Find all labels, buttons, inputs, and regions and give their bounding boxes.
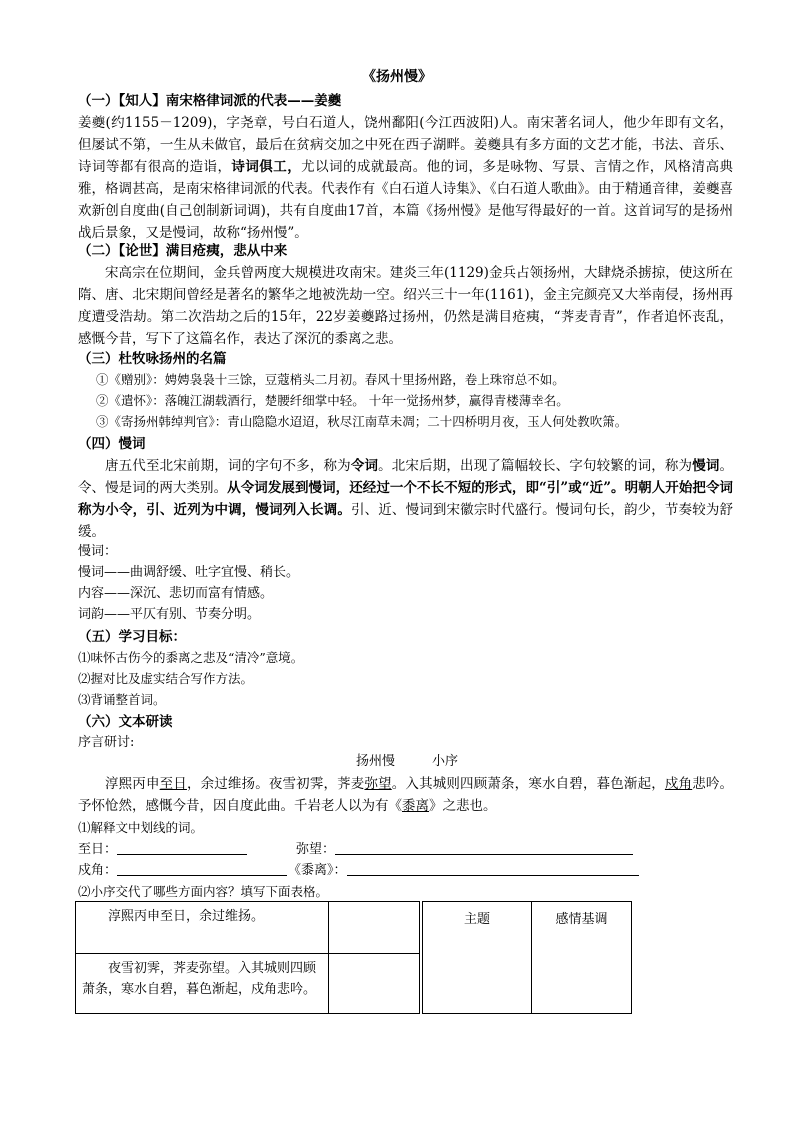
label-shujiao: 戍角： [78,863,118,878]
manci-line-3: 词韵——平仄有别、节奏分明。 [78,607,261,622]
preface-c: 。入其城则四顾萧条，寒水自碧，暮色渐起， [391,776,665,792]
s4-text-d: 引、近、慢词到宋徽宗时代盛行。慢词句长，韵少，节奏较为舒缓。 [78,502,734,540]
fill-row-1 [78,840,247,860]
preface-text [78,773,733,817]
underlined-word-miwang: 弥望 [364,776,392,792]
goal-2: ⑵握对比及虚实结合写作方法。 [78,671,254,686]
underlined-word-zhiri: 至日 [159,776,187,792]
poem-1: ①《赠别》：娉娉袅袅十三馀，豆蔻梢头二月初。春风十里扬州路，卷上珠帘总不如。 [96,372,565,387]
section-4-text [78,455,733,543]
poem-2: ②《遣怀》：落魄江湖载酒行，楚腰纤细掌中轻。 十年一觉扬州梦，赢得青楼薄幸名。 [96,393,569,408]
preface-subheading: 序言研讨: [78,735,135,750]
emotion-label: 感情基调 [555,912,608,927]
section-6-heading: （六）文本研读 [78,714,173,730]
preface-e: 》之悲也。 [429,798,497,814]
label-zhiri: 至日： [78,842,118,857]
underlined-word-shujiao: 戍角 [664,776,693,792]
question-1: ⑴解释文中划线的词。 [78,820,204,835]
preface-title: 扬州慢 [356,754,396,769]
theme-header[interactable] [423,902,532,1014]
theme-label: 主题 [463,912,490,927]
blank-shujiao[interactable] [117,861,287,876]
poem-3: ③《寄扬州韩绰判官》：青山隐隐水迢迢，秋尽江南草未凋；二十四桥明月夜，玉人何处教吹箫。 [96,414,628,429]
s4-keyword-2: 慢词 [692,458,720,474]
s4-keyword-1: 令词 [350,458,379,474]
blank-miwang[interactable] [335,840,633,855]
section-1-heading: （一）【知人】南宋格律词派的代表——姜夔 [78,93,342,109]
section-2-heading: （二）【论世】满目疮痍，悲从中来 [78,243,288,259]
table-left-row-1: 淳熙丙申至日，余过维扬。 [76,902,329,954]
question-2: ⑵小序交代了哪些方面内容？填写下面表格。 [78,884,329,899]
s1-text-b: 尤以词的成就最高。他的词，多是咏物、写景、言情之作，风格清高典雅，格调甚高，是南宋格律词派的代表。代表作有《白石道人诗集》、《白石道人歌曲》。由于精通音律，姜夔喜欢新创自度曲(自己创制新词调)，共有自度曲17首，本篇《扬州慢》是他写得最好的一首。这首词写的是扬州战后景象，又是慢词，故称“扬州慢”。 [78,159,734,241]
preface-a: 淳熙丙申 [105,776,160,792]
answer-table-left [75,901,420,1014]
manci-line-1: 慢词——曲调舒缓、吐字宜慢、稍长。 [78,565,300,580]
section-3-heading: （三）杜牧咏扬州的名篇 [78,351,227,367]
s4-text-bold: 从令词发展到慢词，还经过一个不长不短的形式，即“引”或“近”。明朝人开始把令词称为小令，引、近列为中调，慢词列入长调。 [78,480,734,518]
preface-subtitle: 小序 [432,754,459,769]
s4-text-c: 。令、慢是词的两大类别。 [78,458,734,496]
manci-label: 慢词： [78,544,118,559]
underlined-word-shuli: 黍离 [402,798,429,814]
page-title: 《扬州慢》 [362,69,432,85]
s1-text-bold: 诗词俱工， [231,159,302,175]
goal-3: ⑶背诵整首词。 [78,692,166,707]
preface-d: 悲吟。予怀怆然，感慨今昔，因自度此曲。千岩老人以为有《 [78,776,734,814]
fill-row-1b [296,840,633,860]
fill-row-2b [288,861,639,881]
table-left-row-2: 夜雪初霁，荠麦弥望。入其城则四顾萧条，寒水自碧，暮色渐起，戍角悲吟。 [76,954,329,1014]
section-2-text: 宋高宗在位期间，金兵曾两度大规模进攻南宋。建炎三年(1129)金兵占领扬州，大肆烧杀掳掠，使这所在隋、唐、北宋期间曾经是著名的繁华之地被洗劫一空。绍兴三十一年(1161)，金主完颜亮又大举南侵，扬州再度遭受浩劫。第二次浩劫之后的15年，22岁姜夔路过扬州，仍然是满目疮痍，“荠麦青青”，作者追怀丧乱，感慨今昔，写下了这篇名作，表达了深沉的黍离之悲。 [78,265,733,347]
s4-text-a: 唐五代至北宋前期，词的字句不多，称为 [105,458,351,474]
manci-line-2: 内容——深沉、悲切而富有情感。 [78,586,274,601]
preface-b: ，余过维扬。夜雪初霁，荠麦 [186,776,365,792]
s4-text-b: 。北宋后期，出现了篇幅较长、字句较繁的词，称为 [378,458,693,474]
label-miwang: 弥望： [296,842,336,857]
label-shuli: 《黍离》： [288,863,347,878]
goal-1: ⑴味怀古伤今的黍离之悲及“清冷”意境。 [78,650,304,665]
section-4-heading: （四）慢词 [78,436,146,452]
fill-row-2 [78,861,287,881]
section-1-text [78,112,733,244]
answer-cell-2[interactable] [329,954,420,1014]
answer-table-right [422,901,632,1014]
blank-shuli[interactable] [347,861,639,876]
section-5-heading: （五）学习目标： [78,629,186,645]
emotion-header[interactable] [532,902,632,1014]
blank-zhiri[interactable] [117,840,247,855]
s1-text-a: 姜夔(约1155－1209)，字尧章，号白石道人，饶州鄱阳(今江西波阳)人。南宋著名词人，他少年即有文名，但屡试不第，一生从未做官，最后在贫病交加之中死在西子湖畔。姜夔具有多方面的文艺才能，书法、音乐、诗词等都有很高的造诣， [78,115,733,175]
answer-cell-1[interactable] [329,902,420,954]
